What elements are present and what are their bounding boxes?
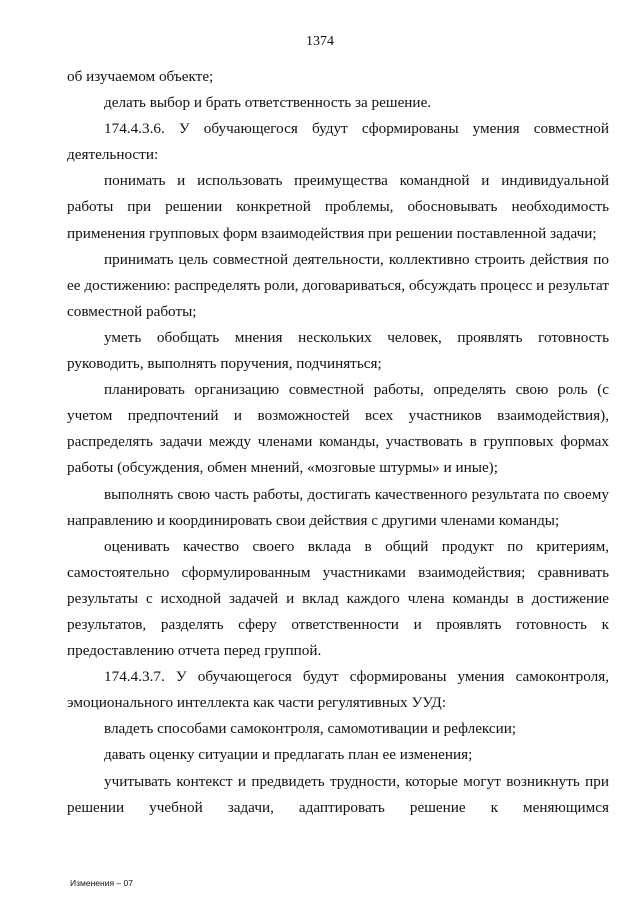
paragraph-continuation: об изучаемом объекте; (67, 68, 214, 85)
section-heading-174-4-3-7: 174.4.3.7. У обучающегося будут сформированы умения самоконтроля, эмоционального интеллекта как части регулятивных УУД: (67, 668, 609, 712)
paragraph: делать выбор и брать ответственность за решение. (104, 94, 432, 112)
paragraph: уметь обобщать мнения нескольких человек, проявлять готовность руководить, выполнять поручения, подчиняться; (67, 328, 609, 373)
paragraph: владеть способами самоконтроля, самомотивации и рефлексии; (104, 720, 517, 738)
section-heading-174-4-3-6: 174.4.3.6. У обучающегося будут сформированы умения совместной деятельности: (67, 120, 609, 164)
paragraph: планировать организацию совместной работы, определять свою роль (с учетом предпочтений и возможностей всех участников взаимодействия), распределять задачи между членами команды, участвовать в групповых формах работы (обсуждения, обмен мнений, «мозговые штурмы» и иные); (67, 381, 609, 477)
paragraph: понимать и использовать преимущества командной и индивидуальной работы при решении конкретной проблемы, обосновывать необходимость применения групповых форм взаимодействия при решении поставленной задачи; (67, 172, 609, 242)
paragraph: давать оценку ситуации и предлагать план ее изменения; (104, 746, 473, 764)
footer-revision-note: Изменения – 07 (70, 878, 133, 888)
document-body (67, 64, 609, 821)
page-number: 1374 (306, 34, 334, 49)
paragraph: оценивать качество своего вклада в общий продукт по критериям, самостоятельно сформулированным участниками взаимодействия; сравнивать результаты с исходной задачей и вклад каждого члена команды в достижение результатов, разделять сферу ответственности и проявлять готовность к предоставлению отчета перед группой. (67, 537, 609, 660)
paragraph: принимать цель совместной деятельности, коллективно строить действия по ее достижению: распределять роли, договариваться, обсуждать процесс и результат совместной работы; (67, 250, 609, 320)
paragraph: выполнять свою часть работы, достигать качественного результата по своему направлению и координировать свои действия с другими членами команды; (67, 485, 609, 529)
paragraph-continues: учитывать контекст и предвидеть трудности, которые могут возникнуть при решении учебной задачи, адаптировать решение к меняющимся (67, 772, 609, 816)
